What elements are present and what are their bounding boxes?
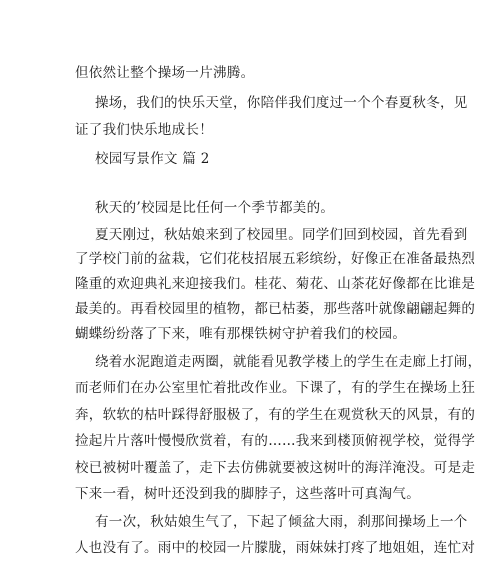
paragraph-line: 人也没有了。雨中的校园一片朦胧，雨妹妹打疼了地姐姐，连忙对: [75, 540, 476, 556]
paragraph-line: 有一次，秋姑娘生气了，下起了倾盆大雨，刹那间操场上一个: [95, 514, 468, 530]
paragraph-line: 捡起片片落叶慢慢欣赏着，有的……我来到楼顶俯视学校，觉得学: [75, 433, 476, 449]
paragraph-line: 奔，软软的枯叶踩得舒服极了，有的学生在观赏秋天的风景，有的: [75, 407, 476, 423]
paragraph-line: 校已被树叶覆盖了，走下去仿佛就要被这树叶的海洋淹没。可是走: [75, 460, 476, 476]
section-heading: 校园写景作文 篇 2: [95, 151, 210, 167]
paragraph-line: 绕着水泥跑道走两圈，就能看见教学楼上的学生在走廊上打闹，: [95, 354, 482, 370]
paragraph-line: 了学校门前的盆栽，它们花枝招展五彩缤纷，好像正在准备最热烈: [75, 251, 476, 267]
paragraph-line: 蝴蝶纷纷落了下来，唯有那棵铁树守护着我们的校园。: [75, 326, 407, 342]
paragraph-line: 最美的。再看校园里的植物，都已枯萎，那些落叶就像翩翩起舞的: [75, 301, 476, 317]
paragraph-line: 而老师们在办公室里忙着批改作业。下课了，有的学生在操场上狂: [75, 380, 476, 396]
paragraph-line: 下来一看，树叶还没到我的脚脖子，这些落叶可真淘气。: [75, 486, 420, 502]
paragraph-line: 证了我们快乐地成长！: [75, 122, 213, 138]
paragraph-line: 夏天刚过，秋姑娘来到了校园里。同学们回到校园，首先看到: [95, 227, 468, 243]
paragraph-line: 但依然让整个操场一片沸腾。: [75, 65, 255, 81]
paragraph-line: 秋天的’校园是比任何一个季节都美的。: [95, 200, 335, 216]
paragraph-line: 操场，我们的快乐天堂，你陪伴我们度过一个个春夏秋冬，见: [95, 95, 468, 111]
paragraph-line: 隆重的欢迎典礼来迎接我们。桂花、菊花、山茶花好像都在比谁是: [75, 276, 476, 292]
